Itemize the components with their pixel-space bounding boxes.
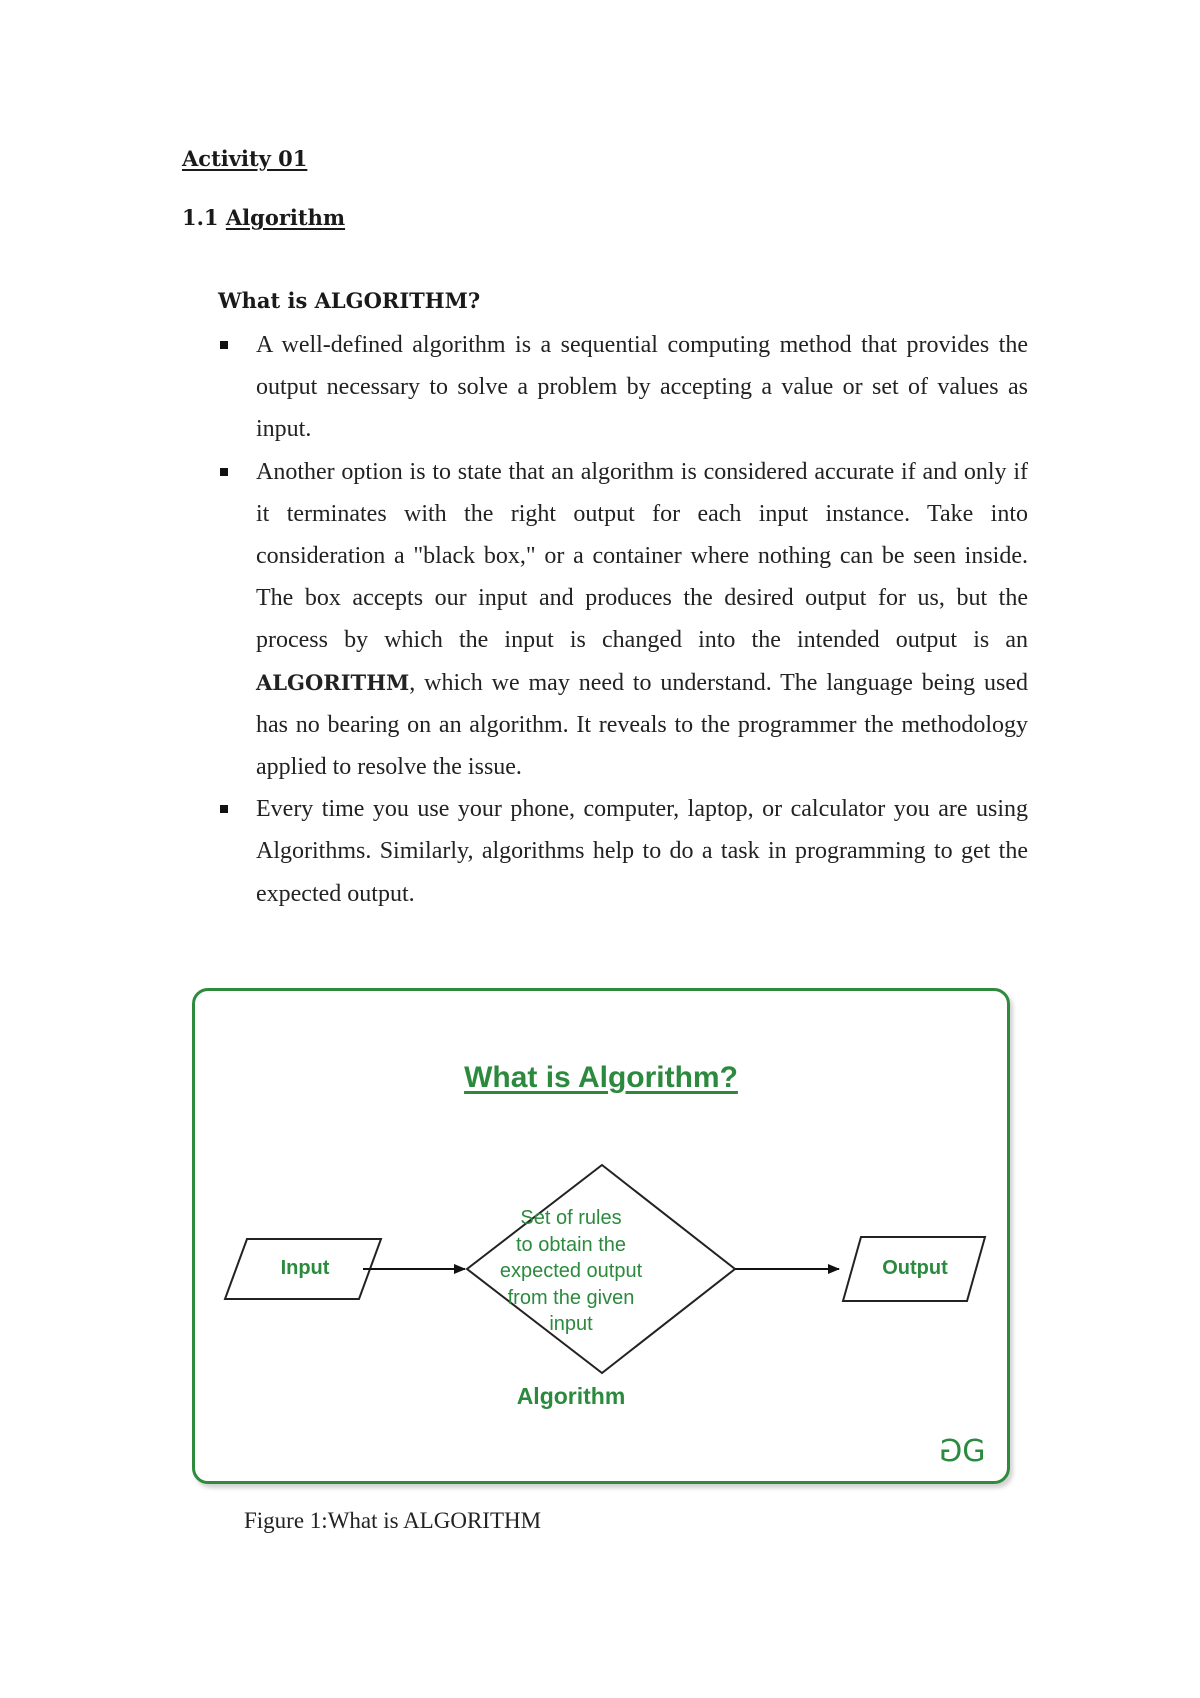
list-item <box>218 324 1028 451</box>
rules-line: from the given <box>507 1286 635 1309</box>
bullet-text: Another option is to state that an algorithm is considered accurate if and only if it terminates with the right output for each input instance. Take into consideration a "black box," or a container where nothing can be seen inside. The box accepts our input and produces the desired output for us, but the process by which the input is changed into the intended output is an <box>256 458 1028 654</box>
activity-heading-text: Activity 01 <box>182 146 308 171</box>
output-label: Output <box>882 1257 948 1279</box>
rules-line: to obtain the <box>515 1233 627 1256</box>
rules-line: Set of rules <box>520 1207 622 1229</box>
diagram-title <box>195 1061 1007 1095</box>
activity-heading <box>182 146 307 171</box>
section-title: Algorithm <box>225 205 346 230</box>
bullet-bold-term: ALGORITHM <box>256 669 410 695</box>
list-item <box>218 451 1028 789</box>
list-item <box>218 788 1028 915</box>
diagram-title-text: What is Algorithm? <box>464 1061 738 1094</box>
algorithm-label: Algorithm <box>516 1383 626 1409</box>
geeksforgeeks-logo-icon: GG <box>941 1434 984 1469</box>
bullet-text: , which we may need to understand. The language being used has no bearing on an algorithm. It reveals to the programmer the methodology applied to resolve the issue. <box>256 669 1028 781</box>
bullet-text: Every time you use your phone, computer, laptop, or calculator you are using Algorithms. Similarly, algorithms help to do a task in programming to get the expected output. <box>256 796 1028 907</box>
section-heading <box>182 205 345 230</box>
square-bullet-icon <box>220 341 228 349</box>
rules-line: expected output <box>499 1260 643 1282</box>
algorithm-figure <box>192 988 1010 1484</box>
section-number: 1.1 <box>182 205 219 230</box>
figure-caption: Figure 1:What is ALGORITHM <box>244 1508 542 1533</box>
input-label: Input <box>280 1257 330 1279</box>
question-heading: What is ALGORITHM? <box>218 288 481 313</box>
bullet-text: A well-defined algorithm is a sequential computing method that provides the output necessary to solve a problem by accepting a value or set of values as input. <box>256 332 1028 443</box>
rules-line: input <box>549 1313 593 1335</box>
square-bullet-icon <box>220 468 228 476</box>
rules-text <box>491 1205 651 1338</box>
square-bullet-icon <box>220 805 228 813</box>
definition-list <box>218 324 1028 915</box>
